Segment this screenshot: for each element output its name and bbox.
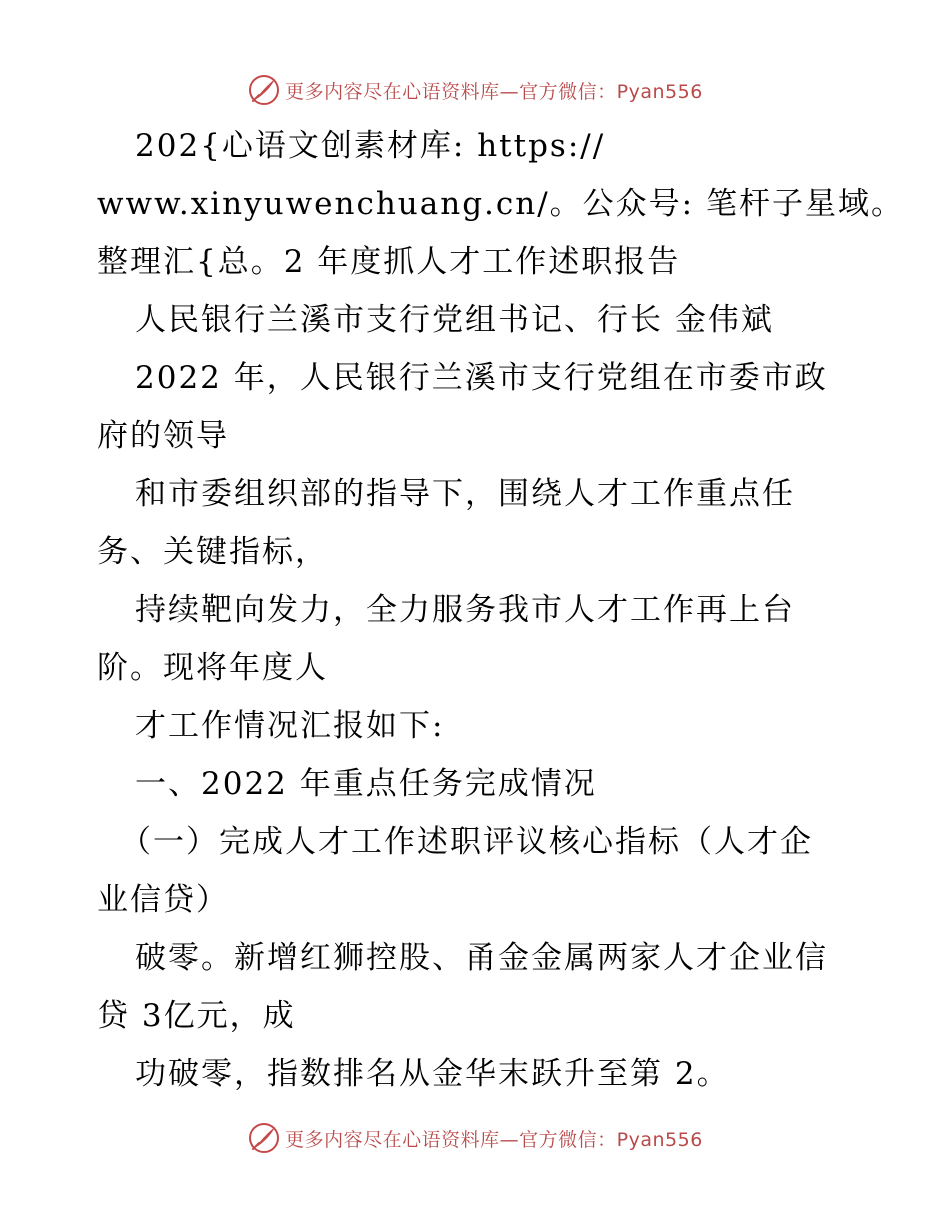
text-line: 府的领导 [97, 418, 229, 454]
watermark-text: 更多内容尽在心语资料库—官方微信：Pyan556 [285, 80, 703, 103]
text-line: 202{心语文创素材库: https:// [135, 128, 606, 164]
text-line[interactable]: www.xinyuwenchuang.cn/。公众号: 笔杆子星域。 [97, 186, 904, 222]
watermark-banner-top [0, 70, 950, 110]
text-line: 贷 3亿元，成 [97, 998, 296, 1034]
text-line: 功破零，指数排名从金华末跃升至第 2。 [135, 1056, 730, 1092]
feather-pen-logo-icon [247, 1121, 281, 1155]
text-line: 阶。现将年度人 [97, 650, 328, 686]
text-line: 破零。新增红狮控股、甬金金属两家人才企业信 [135, 940, 828, 976]
subsection-heading: （一）完成人才工作述职评议核心指标（人才企 [120, 824, 813, 860]
watermark-banner-bottom [0, 1118, 950, 1158]
feather-pen-logo-icon [247, 73, 281, 107]
text-line: 务、关键指标， [97, 534, 328, 570]
text-line: 2022 年，人民银行兰溪市支行党组在市委市政 [135, 360, 828, 396]
text-line: 人民银行兰溪市支行党组书记、行长 金伟斌 [135, 302, 774, 338]
section-heading: 一、2022 年重点任务完成情况 [135, 766, 597, 802]
text-line: 和市委组织部的指导下，围绕人才工作重点任 [135, 476, 795, 512]
text-line: 整理汇{总。2 年度抓人才工作述职报告 [97, 244, 681, 280]
text-line: 持续靶向发力，全力服务我市人才工作再上台 [135, 592, 795, 628]
text-line: 业信贷） [97, 882, 229, 918]
watermark-text: 更多内容尽在心语资料库—官方微信：Pyan556 [285, 1128, 703, 1151]
text-line: 才工作情况汇报如下: [135, 708, 445, 744]
